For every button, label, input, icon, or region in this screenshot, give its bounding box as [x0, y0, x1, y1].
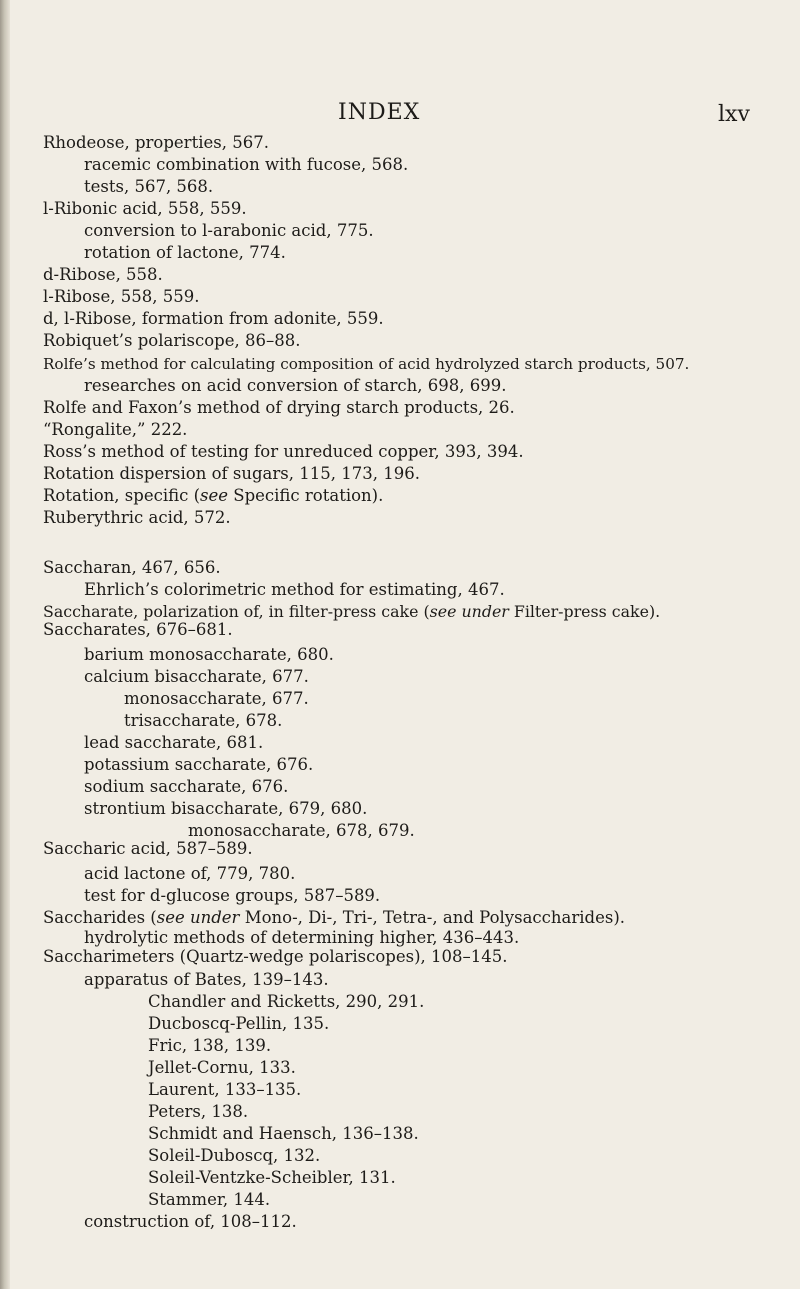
index-subentry: calcium bisaccharate, 677.: [84, 667, 309, 686]
index-entry: Saccharimeters (Quartz-wedge polariscopes), 108–145.: [43, 947, 508, 966]
index-subentry: lead saccharate, 681.: [84, 733, 264, 752]
index-subentry: barium monosaccharate, 680.: [84, 645, 334, 664]
index-entry: Ruberythric acid, 572.: [43, 508, 231, 527]
index-subentry: Schmidt and Haensch, 136–138.: [148, 1124, 419, 1143]
index-subentry: Jellet-Cornu, 133.: [148, 1058, 296, 1077]
index-entry: Saccharates, 676–681.: [43, 620, 233, 639]
index-entry: Rhodeose, properties, 567.: [43, 133, 269, 152]
index-entry: Saccharides (see under Mono-, Di-, Tri-, Tetra-, and Polysaccharides).: [43, 908, 625, 927]
index-subentry: hydrolytic methods of determining higher, 436–443.: [84, 928, 520, 947]
index-entry: Saccharic acid, 587–589.: [43, 839, 253, 858]
index-subentry: conversion to l-arabonic acid, 775.: [84, 221, 374, 240]
index-subentry: tests, 567, 568.: [84, 177, 214, 196]
index-entry: “Rongalite,” 222.: [43, 420, 188, 439]
index-subentry: Peters, 138.: [148, 1102, 249, 1121]
index-subentry: Ehrlich’s colorimetric method for estimating, 467.: [84, 580, 505, 599]
index-entry: d-Ribose, 558.: [43, 265, 163, 284]
index-entry: Saccharate, polarization of, in filter-press cake (see under Filter-press cake).: [43, 602, 661, 621]
page-title: INDEX: [338, 100, 421, 125]
index-subentry: apparatus of Bates, 139–143.: [84, 970, 329, 989]
index-subentry: sodium saccharate, 676.: [84, 777, 289, 796]
index-entry: Rolfe’s method for calculating composition of acid hydrolyzed starch products, 507.: [43, 355, 690, 373]
index-subentry: construction of, 108–112.: [84, 1212, 297, 1231]
index-entry: Robiquet’s polariscope, 86–88.: [43, 331, 301, 350]
index-subentry: Laurent, 133–135.: [148, 1080, 302, 1099]
index-subentry: Soleil-Ventzke-Scheibler, 131.: [148, 1168, 396, 1187]
index-entry: Rotation dispersion of sugars, 115, 173, 196.: [43, 464, 420, 483]
page-number: lxv: [718, 102, 750, 127]
index-subentry: Chandler and Ricketts, 290, 291.: [148, 992, 425, 1011]
index-subentry: Fric, 138, 139.: [148, 1036, 272, 1055]
index-subentry: potassium saccharate, 676.: [84, 755, 314, 774]
index-entry: Rotation, specific (see Specific rotation).: [43, 486, 384, 505]
index-subentry: monosaccharate, 678, 679.: [188, 821, 415, 840]
index-subentry: Ducboscq-Pellin, 135.: [148, 1014, 330, 1033]
index-entry: Saccharan, 467, 656.: [43, 558, 221, 577]
index-entry: l-Ribose, 558, 559.: [43, 287, 200, 306]
index-entry: l-Ribonic acid, 558, 559.: [43, 199, 247, 218]
index-subentry: test for d-glucose groups, 587–589.: [84, 886, 381, 905]
index-subentry: monosaccharate, 677.: [124, 689, 309, 708]
index-subentry: racemic combination with fucose, 568.: [84, 155, 409, 174]
index-subentry: trisaccharate, 678.: [124, 711, 283, 730]
index-subentry: rotation of lactone, 774.: [84, 243, 286, 262]
index-subentry: researches on acid conversion of starch, 698, 699.: [84, 376, 507, 395]
index-subentry: Soleil-Duboscq, 132.: [148, 1146, 321, 1165]
index-subentry: acid lactone of, 779, 780.: [84, 864, 296, 883]
index-subentry: Stammer, 144.: [148, 1190, 271, 1209]
index-subentry: strontium bisaccharate, 679, 680.: [84, 799, 368, 818]
index-entry: Rolfe and Faxon’s method of drying starch products, 26.: [43, 398, 515, 417]
index-entry: d, l-Ribose, formation from adonite, 559.: [43, 309, 384, 328]
index-entry: Ross’s method of testing for unreduced copper, 393, 394.: [43, 442, 524, 461]
